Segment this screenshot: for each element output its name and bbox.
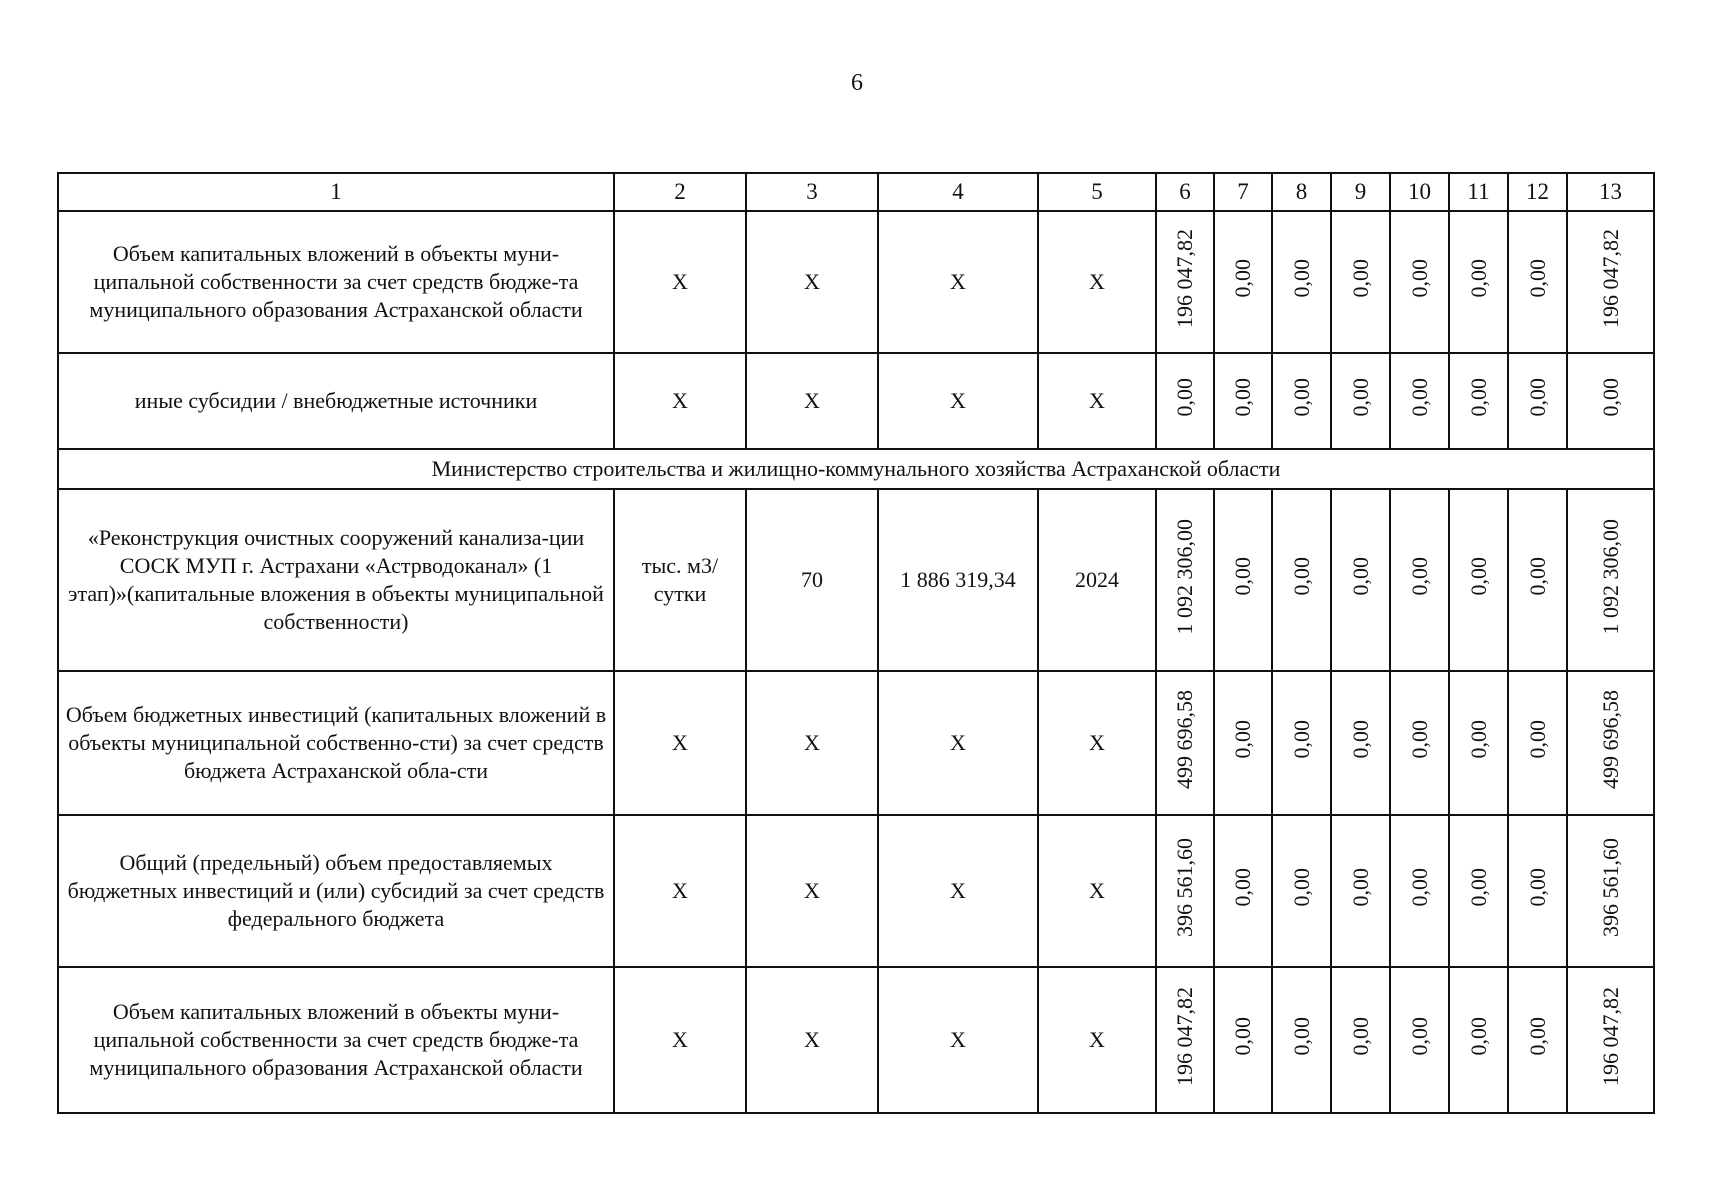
amount-value: 0,00: [1288, 720, 1314, 759]
amount-value: 0,00: [1465, 720, 1491, 759]
amount-value: 0,00: [1347, 378, 1373, 417]
budget-table: [57, 172, 1655, 1114]
attribute-cell: X: [1038, 967, 1156, 1113]
amount-value: 0,00: [1524, 1017, 1550, 1056]
attribute-cell: X: [746, 967, 878, 1113]
attribute-cell: X: [746, 671, 878, 815]
amount-value: 499 696,58: [1172, 690, 1197, 789]
amount-cell: [1567, 967, 1654, 1113]
amount-cell: [1390, 967, 1449, 1113]
attribute-cell: X: [614, 967, 746, 1113]
attribute-cell: X: [1038, 671, 1156, 815]
amount-cell: [1214, 815, 1272, 967]
amount-value: 396 561,60: [1172, 838, 1197, 937]
amount-cell: [1331, 671, 1390, 815]
header-cell: 3: [746, 173, 878, 211]
amount-value: 0,00: [1406, 720, 1432, 759]
row-description: Объем капитальных вложений в объекты муни-ципальной собственности за счет средств бюдже-та муниципального образования Астраханской области: [58, 211, 614, 353]
table-row: [58, 815, 1654, 967]
amount-cell: [1331, 967, 1390, 1113]
attribute-cell: X: [878, 815, 1038, 967]
header-cell: 13: [1567, 173, 1654, 211]
amount-cell: [1508, 815, 1567, 967]
amount-value: 0,00: [1597, 378, 1623, 417]
header-cell: 6: [1156, 173, 1214, 211]
amount-cell: [1214, 353, 1272, 449]
amount-cell: [1390, 489, 1449, 671]
amount-value: 0,00: [1406, 259, 1432, 298]
amount-value: 0,00: [1465, 259, 1491, 298]
header-cell: 7: [1214, 173, 1272, 211]
amount-value: 0,00: [1347, 720, 1373, 759]
amount-cell: [1331, 815, 1390, 967]
amount-value: 1 092 306,00: [1172, 518, 1197, 635]
attribute-cell: X: [878, 671, 1038, 815]
amount-cell: [1156, 353, 1214, 449]
header-cell: 2: [614, 173, 746, 211]
amount-value: 0,00: [1465, 557, 1491, 596]
attribute-cell: X: [614, 815, 746, 967]
amount-value: 0,00: [1288, 259, 1314, 298]
amount-value: 0,00: [1465, 378, 1491, 417]
amount-cell: [1214, 967, 1272, 1113]
amount-cell: [1508, 671, 1567, 815]
amount-cell: [1508, 211, 1567, 353]
amount-cell: [1272, 815, 1331, 967]
amount-cell: [1567, 671, 1654, 815]
amount-value: 0,00: [1465, 1017, 1491, 1056]
amount-cell: [1390, 815, 1449, 967]
header-cell: 8: [1272, 173, 1331, 211]
amount-value: 0,00: [1230, 720, 1255, 759]
amount-value: 0,00: [1406, 868, 1432, 907]
amount-cell: [1390, 211, 1449, 353]
attribute-cell: X: [878, 967, 1038, 1113]
amount-cell: [1156, 211, 1214, 353]
row-description: Общий (предельный) объем предоставляемых бюджетных инвестиций и (или) субсидий за счет средств федерального бюджета: [58, 815, 614, 967]
amount-value: 0,00: [1230, 259, 1255, 298]
amount-value: 196 047,82: [1172, 987, 1197, 1086]
attribute-cell: X: [1038, 211, 1156, 353]
amount-cell: [1331, 211, 1390, 353]
attribute-cell: X: [614, 671, 746, 815]
amount-value: 0,00: [1347, 259, 1373, 298]
amount-value: 0,00: [1406, 557, 1432, 596]
section-row: [58, 449, 1654, 489]
section-title: Министерство строительства и жилищно-коммунального хозяйства Астраханской области: [58, 449, 1654, 489]
header-cell: 4: [878, 173, 1038, 211]
amount-cell: [1508, 353, 1567, 449]
amount-cell: [1567, 815, 1654, 967]
header-cell: 10: [1390, 173, 1449, 211]
attribute-cell: X: [878, 353, 1038, 449]
amount-value: 196 047,82: [1597, 987, 1623, 1086]
amount-value: 0,00: [1524, 868, 1550, 907]
attribute-cell: X: [1038, 353, 1156, 449]
amount-cell: [1508, 489, 1567, 671]
amount-cell: [1567, 353, 1654, 449]
amount-cell: [1390, 353, 1449, 449]
amount-value: 396 561,60: [1597, 838, 1623, 937]
row-description: иные субсидии / внебюджетные источники: [58, 353, 614, 449]
amount-cell: [1156, 815, 1214, 967]
amount-cell: [1331, 489, 1390, 671]
amount-cell: [1449, 815, 1508, 967]
attribute-cell: 1 886 319,34: [878, 489, 1038, 671]
table-row: [58, 671, 1654, 815]
amount-value: 0,00: [1288, 557, 1314, 596]
amount-cell: [1214, 489, 1272, 671]
table-row: [58, 489, 1654, 671]
attribute-cell: X: [746, 815, 878, 967]
amount-value: 0,00: [1230, 557, 1255, 596]
amount-value: 0,00: [1347, 1017, 1373, 1056]
amount-value: 0,00: [1465, 868, 1491, 907]
amount-cell: [1567, 489, 1654, 671]
amount-cell: [1508, 967, 1567, 1113]
amount-value: 0,00: [1524, 557, 1550, 596]
table-row: [58, 211, 1654, 353]
amount-cell: [1449, 489, 1508, 671]
attribute-cell: X: [746, 211, 878, 353]
amount-value: 0,00: [1288, 1017, 1314, 1056]
amount-cell: [1272, 211, 1331, 353]
amount-value: 499 696,58: [1597, 690, 1623, 789]
attribute-cell: X: [614, 211, 746, 353]
amount-cell: [1272, 353, 1331, 449]
header-cell: 9: [1331, 173, 1390, 211]
attribute-cell: X: [878, 211, 1038, 353]
amount-cell: [1449, 671, 1508, 815]
amount-value: 0,00: [1288, 868, 1314, 907]
amount-cell: [1214, 671, 1272, 815]
amount-cell: [1156, 489, 1214, 671]
amount-cell: [1272, 967, 1331, 1113]
attribute-cell: X: [1038, 815, 1156, 967]
amount-value: 0,00: [1230, 868, 1255, 907]
amount-cell: [1449, 967, 1508, 1113]
table-row: [58, 967, 1654, 1113]
header-cell: 12: [1508, 173, 1567, 211]
amount-value: 0,00: [1230, 1017, 1255, 1056]
amount-value: 0,00: [1347, 557, 1373, 596]
amount-value: 0,00: [1172, 378, 1197, 417]
amount-value: 196 047,82: [1172, 229, 1197, 328]
amount-cell: [1567, 211, 1654, 353]
amount-value: 0,00: [1406, 378, 1432, 417]
header-cell: 1: [58, 173, 614, 211]
amount-cell: [1272, 671, 1331, 815]
table-row: [58, 353, 1654, 449]
amount-cell: [1331, 353, 1390, 449]
row-description: Объем капитальных вложений в объекты муни-ципальной собственности за счет средств бюдже-та муниципального образования Астраханской области: [58, 967, 614, 1113]
amount-value: 0,00: [1524, 378, 1550, 417]
amount-cell: [1214, 211, 1272, 353]
amount-cell: [1449, 211, 1508, 353]
attribute-cell: X: [746, 353, 878, 449]
header-cell: 11: [1449, 173, 1508, 211]
header-cell: 5: [1038, 173, 1156, 211]
amount-value: 1 092 306,00: [1597, 518, 1623, 635]
attribute-cell: 70: [746, 489, 878, 671]
header-row: [58, 173, 1654, 211]
row-description: Объем бюджетных инвестиций (капитальных вложений в объекты муниципальной собственно-сти) за счет средств бюджета Астраханской обла-сти: [58, 671, 614, 815]
amount-value: 0,00: [1524, 720, 1550, 759]
page-number: 6: [851, 70, 863, 96]
amount-cell: [1449, 353, 1508, 449]
row-description: «Реконструкция очистных сооружений канализа-ции СОСК МУП г. Астрахани «Астрводоканал» (1 этап)»(капитальные вложения в объекты муниципальной собственности): [58, 489, 614, 671]
amount-value: 196 047,82: [1597, 229, 1623, 328]
amount-value: 0,00: [1288, 378, 1314, 417]
amount-value: 0,00: [1347, 868, 1373, 907]
amount-cell: [1156, 671, 1214, 815]
attribute-cell: тыс. м3/сутки: [614, 489, 746, 671]
amount-value: 0,00: [1524, 259, 1550, 298]
amount-value: 0,00: [1406, 1017, 1432, 1056]
amount-cell: [1272, 489, 1331, 671]
attribute-cell: X: [614, 353, 746, 449]
amount-cell: [1156, 967, 1214, 1113]
amount-cell: [1390, 671, 1449, 815]
attribute-cell: 2024: [1038, 489, 1156, 671]
amount-value: 0,00: [1230, 378, 1255, 417]
